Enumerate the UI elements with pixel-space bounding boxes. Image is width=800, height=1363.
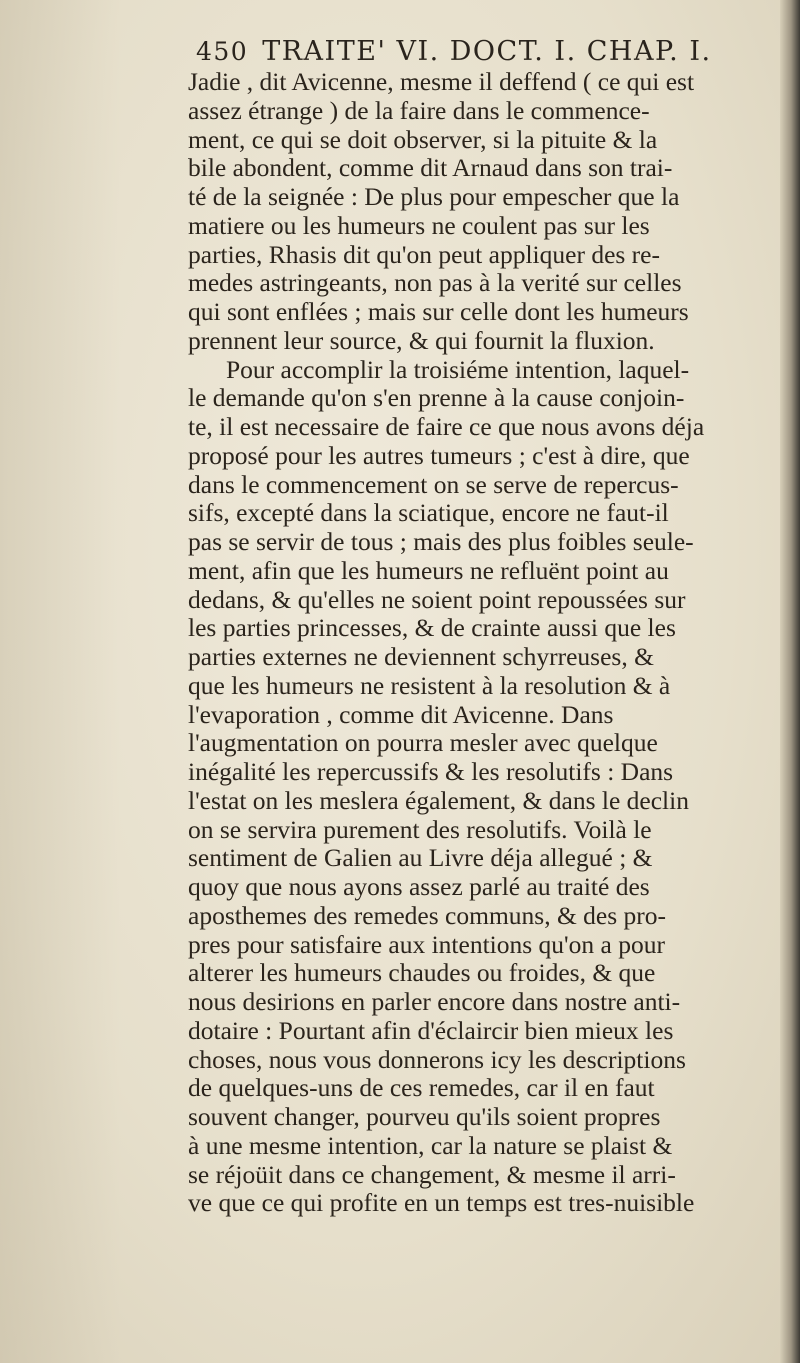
text-line: qui sont enflées ; mais sur celle dont les humeurs bbox=[188, 298, 689, 326]
text-line: te, il est necessaire de faire ce que nous avons déja bbox=[188, 413, 705, 441]
text-line: souvent changer, pourveu qu'ils soient propres bbox=[188, 1103, 661, 1131]
binding-gutter bbox=[780, 0, 800, 1363]
text-line: inégalité les repercussifs & les resolutifs : Dans bbox=[188, 758, 674, 786]
text-line: sifs, excepté dans la sciatique, encore ne faut-il bbox=[188, 499, 669, 528]
text-line: l'augmentation on pourra mesler avec quelque bbox=[188, 729, 658, 758]
page-number: 450 bbox=[196, 37, 249, 66]
text-line: parties externes ne deviennent schyrreuses, & bbox=[188, 643, 654, 671]
text-line: prennent leur source, & qui fournit la fluxion. bbox=[188, 326, 655, 355]
text-line: pres pour satisfaire aux intentions qu'on a pour bbox=[188, 930, 665, 959]
text-line: sentiment de Galien au Livre déja allegué ; & bbox=[188, 844, 653, 873]
text-line: ment, ce qui se doit observer, si la pituite & la bbox=[188, 125, 658, 154]
text-line: nous desirions en parler encore dans nostre anti- bbox=[188, 988, 681, 1016]
text-line: bile abondent, comme dit Arnaud dans son trai- bbox=[188, 154, 673, 183]
text-line: aposthemes des remedes communs, & des pro- bbox=[188, 901, 667, 930]
text-line: proposé pour les autres tumeurs ; c'est à dire, que bbox=[188, 441, 690, 470]
paragraph-start-line: Pour accomplir la troisiéme intention, laquel- bbox=[226, 355, 690, 384]
text-line: dedans, & qu'elles ne soient point repoussées sur bbox=[188, 585, 686, 614]
text-line: on se servira purement des resolutifs. Voilà le bbox=[188, 815, 652, 844]
text-line: dotaire : Pourtant afin d'éclaircir bien mieux les bbox=[188, 1016, 674, 1045]
text-line: à une mesme intention, car la nature se plaist & bbox=[188, 1131, 673, 1160]
text-line: assez étrange ) de la faire dans le commence- bbox=[188, 96, 650, 125]
text-line: les parties princesses, & de crainte aussi que les bbox=[188, 614, 676, 643]
text-line: l'evaporation , comme dit Avicenne. Dans bbox=[188, 700, 614, 729]
running-title: TRAITE' VI. DOCT. I. CHAP. I. bbox=[262, 36, 712, 67]
text-line: dans le commencement on se serve de repercus- bbox=[188, 470, 679, 499]
text-line: ve que ce qui profite en un temps est tres-nuisible bbox=[188, 1189, 695, 1218]
text-line: choses, nous vous donnerons icy les descriptions bbox=[188, 1045, 686, 1074]
text-line: ment, afin que les humeurs ne refluënt point au bbox=[188, 556, 669, 585]
text-line: le demande qu'on s'en prenne à la cause conjoin- bbox=[188, 384, 685, 413]
text-line: se réjoüit dans ce changement, & mesme il arri- bbox=[188, 1160, 676, 1189]
text-line: de quelques-uns de ces remedes, car il en faut bbox=[188, 1074, 655, 1103]
text-line: parties, Rhasis dit qu'on peut appliquer des re- bbox=[188, 240, 660, 269]
text-line: l'estat on les meslera également, & dans le declin bbox=[188, 786, 689, 815]
text-line: quoy que nous ayons assez parlé au traité des bbox=[188, 873, 650, 901]
text-line: pas se servir de tous ; mais des plus foibles seule- bbox=[188, 528, 694, 556]
text-line: alterer les humeurs chaudes ou froides, & que bbox=[188, 959, 656, 988]
text-line: Jadie , dit Avicenne, mesme il deffend ( ce qui est bbox=[188, 68, 695, 96]
page-edge-shadow bbox=[0, 0, 120, 1363]
text-line: que les humeurs ne resistent à la resolution & à bbox=[188, 671, 671, 700]
text-line: matiere ou les humeurs ne coulent pas sur les bbox=[188, 211, 650, 240]
text-line: medes astringeants, non pas à la verité sur celles bbox=[188, 269, 682, 298]
body-text bbox=[188, 68, 783, 1218]
text-line: té de la seignée : De plus pour empescher que la bbox=[188, 183, 680, 211]
